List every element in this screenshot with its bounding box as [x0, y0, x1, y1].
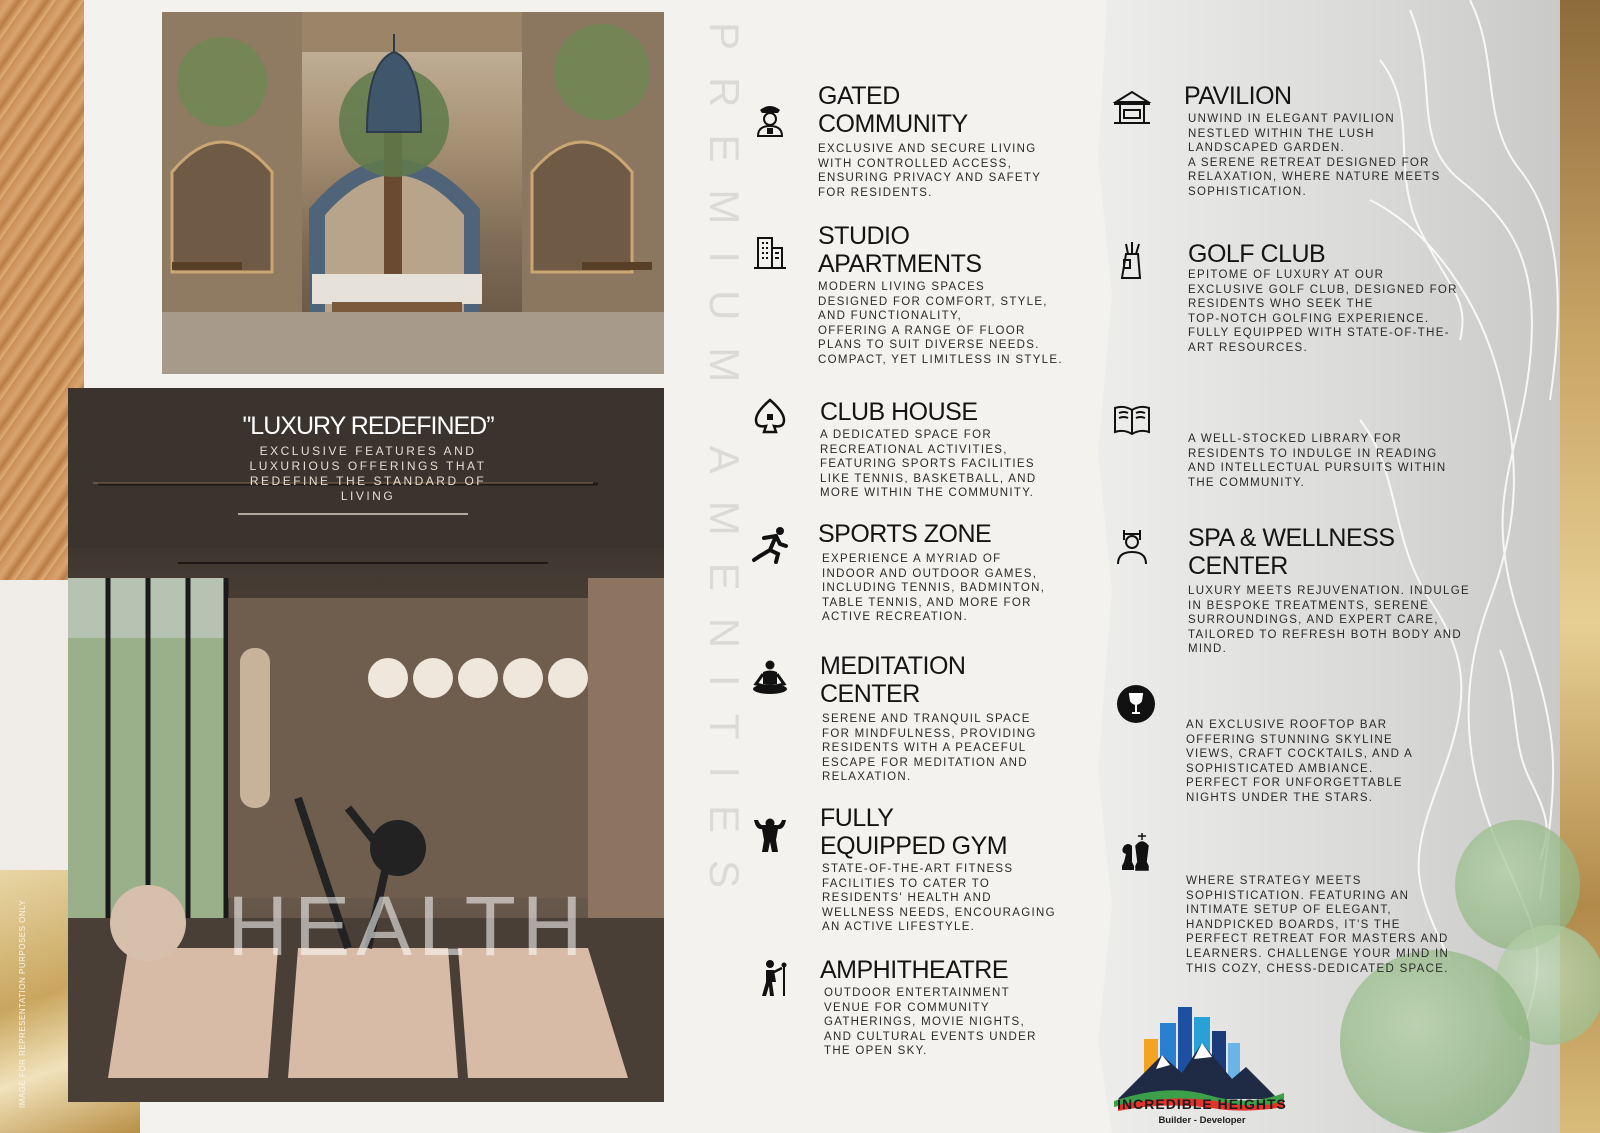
- amenity-title: GOLF CLUB: [1188, 240, 1326, 268]
- guard-icon: [748, 96, 792, 140]
- spa-person-icon: [1110, 524, 1154, 568]
- wine-glass-icon: [1114, 682, 1158, 726]
- cream-strip: [0, 580, 68, 870]
- pavilion-icon: [1110, 86, 1154, 130]
- amenity-description: OUTDOOR ENTERTAINMENT VENUE FOR COMMUNITY GATHERINGS, MOVIE NIGHTS, AND CULTURAL EVENTS UNDER THE OPEN SKY.: [824, 987, 1037, 1058]
- brand-tagline: Builder - Developer: [1158, 1115, 1246, 1126]
- gym-panel-title: "LUXURY REDEFINED”: [242, 412, 494, 440]
- vertical-watermark: PREMIUM AMENITIES: [701, 22, 748, 916]
- spade-house-icon: [748, 394, 792, 438]
- amenity-description: A DEDICATED SPACE FOR RECREATIONAL ACTIVITIES, FEATURING SPORTS FACILITIES LIKE TENNIS, BASKETBALL, AND MORE WITHIN THE COMMUNITY.: [820, 429, 1037, 500]
- amenity-description: SERENE AND TRANQUIL SPACE FOR MINDFULNESS, PROVIDING RESIDENTS WITH A PEACEFUL ESCAPE FOR MEDITATION AND RELAXATION.: [822, 713, 1037, 784]
- amenity-title: SPA & WELLNESS CENTER: [1188, 524, 1395, 580]
- green-leaf-decoration: [1340, 950, 1530, 1133]
- amenity-description: EXPERIENCE A MYRIAD OF INDOOR AND OUTDOOR GAMES, INCLUDING TENNIS, BADMINTON, TABLE TENNIS, AND MORE FOR ACTIVE RECREATION.: [822, 553, 1046, 624]
- building-icon: [748, 230, 792, 274]
- amenity-title: FULLY EQUIPPED GYM: [820, 804, 1008, 860]
- golf-bag-icon: [1110, 238, 1154, 282]
- runner-icon: [748, 522, 792, 566]
- representation-disclaimer: IMAGE FOR REPRESENTATION PURPOSES ONLY: [18, 899, 27, 1108]
- amenity-description: UNWIND IN ELEGANT PAVILION NESTLED WITHIN THE LUSH LANDSCAPED GARDEN. A SERENE RETREAT DESIGNED FOR RELAXATION, WHERE NATURE MEETS SOPHISTICATION.: [1188, 113, 1441, 198]
- amenity-description: EPITOME OF LUXURY AT OUR EXCLUSIVE GOLF CLUB, DESIGNED FOR RESIDENTS WHO SEEK THE TOP-NOTCH GOLFING EXPERIENCE. FULLY EQUIPPED WITH STATE-OF-THE- ART RESOURCES.: [1188, 269, 1458, 354]
- amenity-title: STUDIO APARTMENTS: [818, 222, 982, 278]
- book-icon: [1110, 398, 1154, 442]
- bodybuilder-icon: [748, 812, 792, 856]
- amenity-title: PAVILION: [1184, 82, 1292, 110]
- amenity-description: MODERN LIVING SPACES DESIGNED FOR COMFORT, STYLE, AND FUNCTIONALITY, OFFERING A RANGE OF FLOOR PLANS TO SUIT DIVERSE NEEDS. COMPACT, YET LIMITLESS IN STYLE.: [818, 281, 1063, 366]
- health-overlay-text: HEALTH: [227, 879, 589, 973]
- restaurant-photo: [162, 12, 664, 374]
- gym-panel-subtitle: EXCLUSIVE FEATURES AND LUXURIOUS OFFERINGS THAT REDEFINE THE STANDARD OF LIVING: [249, 444, 487, 503]
- singer-icon: [752, 956, 796, 1000]
- amenity-description: AN EXCLUSIVE ROOFTOP BAR OFFERING STUNNING SKYLINE VIEWS, CRAFT COCKTAILS, AND A SOPHISTICATED AMBIANCE. PERFECT FOR UNFORGETTABLE NIGHTS UNDER THE STARS.: [1186, 719, 1414, 804]
- chess-icon: [1112, 830, 1156, 874]
- amenity-title: SPORTS ZONE: [818, 520, 992, 548]
- amenity-title: CLUB HOUSE: [820, 398, 978, 426]
- meditation-icon: [748, 656, 792, 700]
- amenity-title: MEDITATION CENTER: [820, 652, 966, 708]
- amenity-description: WHERE STRATEGY MEETS SOPHISTICATION. FEATURING AN INTIMATE SETUP OF ELEGANT, HANDPICKED BOARDS, IT'S THE PERFECT RETREAT FOR MASTERS AND LEARNERS. CHALLENGE YOUR MIND IN THIS COZY, CHESS-DEDICATED SPACE.: [1186, 875, 1450, 975]
- amenity-description: A WELL-STOCKED LIBRARY FOR RESIDENTS TO INDULGE IN READING AND INTELLECTUAL PURSUITS WITHIN THE COMMUNITY.: [1188, 433, 1447, 489]
- amenity-description: EXCLUSIVE AND SECURE LIVING WITH CONTROLLED ACCESS, ENSURING PRIVACY AND SAFETY FOR RESIDENTS.: [818, 143, 1042, 199]
- brand-name: INCREDIBLE HEIGHTS: [1117, 1096, 1287, 1112]
- amenity-description: STATE-OF-THE-ART FITNESS FACILITIES TO CATER TO RESIDENTS' HEALTH AND WELLNESS NEEDS, ENCOURAGING AN ACTIVE LIFESTYLE.: [822, 863, 1056, 934]
- amenity-title: GATED COMMUNITY: [818, 82, 968, 138]
- gym-photo: [68, 388, 664, 1102]
- amenity-description: LUXURY MEETS REJUVENATION. INDULGE IN BESPOKE TREATMENTS, SERENE SURROUNDINGS, AND EXPERT CARE, TAILORED TO REFRESH BOTH BODY AND MIND.: [1188, 585, 1470, 656]
- amenity-title: AMPHITHEATRE: [820, 956, 1008, 984]
